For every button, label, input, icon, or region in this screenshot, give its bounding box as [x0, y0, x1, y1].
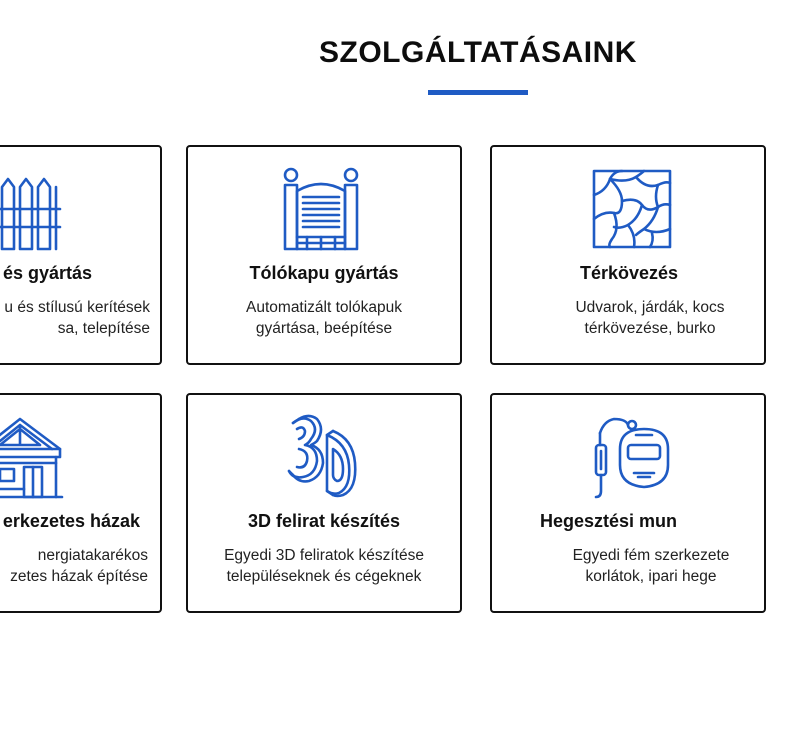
paving-stone-icon: [592, 167, 672, 251]
card-title: Tólókapu gyártás: [249, 263, 399, 283]
fence-icon: [0, 167, 64, 251]
welding-icon: [592, 415, 672, 499]
card-description: Automatizált tolókapuk gyártása, beépítése: [246, 299, 402, 337]
sliding-gate-icon: [281, 167, 367, 251]
service-card-timber-house[interactable]: [0, 393, 162, 613]
service-card-sliding-gate[interactable]: [186, 145, 462, 365]
service-card-3d-letters[interactable]: [186, 393, 462, 613]
3d-letters-icon: [281, 415, 367, 499]
card-title: erkezetes házak: [2, 511, 140, 531]
timber-house-icon: [0, 415, 64, 499]
section-title: SZOLGÁLTATÁSAINK: [319, 36, 637, 69]
card-description: Egyedi fém szerkezete korlátok, ipari hege: [572, 547, 730, 585]
card-title: és gyártás: [2, 263, 92, 283]
card-description: Egyedi 3D feliratok készítése településeknek és cégeknek: [224, 547, 424, 585]
title-underline: [428, 90, 528, 95]
card-description: nergiatakarékos zetes házak építése: [10, 547, 148, 585]
card-title: Térkövezés: [580, 263, 679, 283]
card-description: u és stílusú kerítések sa, telepítése: [4, 299, 150, 337]
service-card-welding[interactable]: [490, 393, 766, 613]
service-card-fence[interactable]: [0, 145, 162, 365]
card-title: Hegesztési mun: [540, 511, 678, 531]
card-description: Udvarok, járdák, kocs térkövezése, burko: [575, 299, 725, 337]
service-card-paving[interactable]: [490, 145, 766, 365]
card-title: 3D felirat készítés: [247, 511, 401, 531]
